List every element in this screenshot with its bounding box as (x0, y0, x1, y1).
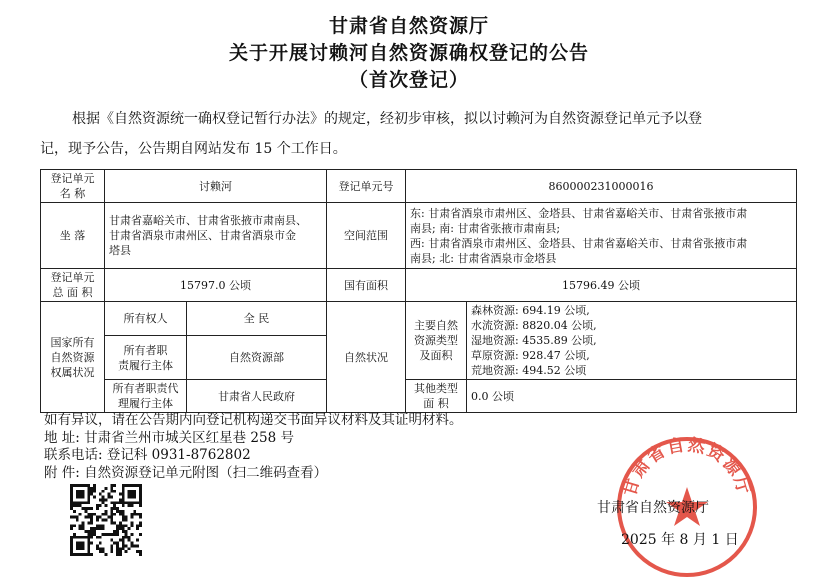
location-value: 甘肃省嘉峪关市、甘肃省张掖市肃南县、 甘肃省酒泉市肃州区、甘肃省酒泉市金 塔县 (105, 203, 327, 269)
qr-code-icon[interactable] (70, 484, 142, 556)
name-value: 讨赖河 (105, 170, 327, 203)
phone-row (44, 447, 463, 465)
unit-number-label: 登记单元号 (327, 170, 406, 203)
state-area-label: 国有面积 (327, 269, 406, 302)
attachment-key: 附 件: (44, 464, 80, 481)
objection-note: 如有异议，请在公告期内向登记机构递交书面异议材料及其证明材料。 (44, 412, 463, 428)
duty-body-label: 所有者职 责履行主体 (105, 336, 187, 380)
registration-table (40, 169, 797, 413)
total-area-label: 登记单元 总 面 积 (41, 269, 105, 302)
issue-date: 2025 年 8 月 1 日 (621, 532, 739, 548)
address-key: 地 址: (44, 429, 80, 446)
resource-type-label: 主要自然 资源类型 及面积 (406, 302, 467, 380)
attachment-row (44, 465, 463, 483)
svg-text:甘肃省自然资源厅: 甘肃省自然资源厅 (620, 435, 754, 499)
title-line-1: 甘肃省自然资源厅 (328, 15, 489, 37)
notes-block (44, 412, 463, 482)
natural-status-label: 自然状况 (327, 302, 406, 413)
agent-body-value: 甘肃省人民政府 (187, 380, 327, 413)
spatial-scope-value: 东: 甘肃省酒泉市肃州区、金塔县、甘肃省嘉峪关市、甘肃省张掖市肃 南县; 南: 甘肃省张掖市肃南县; 西: 甘肃省酒泉市肃州区、金塔县、甘肃省嘉峪关市、甘肃省张掖市肃 南县; 北: 甘肃省酒泉市金塔县 (406, 203, 797, 269)
title-line-2: 关于开展讨赖河自然资源确权登记的公告 (228, 42, 589, 64)
address-value: 甘肃省兰州市城关区红星巷 258 号 (79, 429, 294, 446)
state-area-value: 15796.49 公顷 (406, 269, 797, 302)
owner-label: 所有权人 (105, 302, 187, 336)
duty-body-value: 自然资源部 (187, 336, 327, 380)
address-row (44, 430, 463, 448)
intro-line-1: 根据《自然资源统一确权登记暂行办法》的规定，经初步审核，拟以讨赖河为自然资源登记单元予以登 (72, 111, 702, 127)
issuer-signature: 甘肃省自然资源厅 (597, 500, 709, 516)
attachment-value: 自然资源登记单元附图（扫二维码查看） (79, 464, 328, 481)
title-line-3: （首次登记） (348, 69, 469, 91)
name-label: 登记单元 名 称 (41, 170, 105, 203)
spatial-scope-label: 空间范围 (327, 203, 406, 269)
resource-list: 森林资源: 694.19 公顷, 水流资源: 8820.04 公顷, 湿地资源: 4535.89 公顷, 草原资源: 928.47 公顷, 荒地资源: 494.52 公顷 (467, 302, 797, 380)
unit-number-value: 860000231000016 (406, 170, 797, 203)
phone-value: 登记科 0931-8762802 (102, 447, 251, 463)
other-type-value: 0.0 公顷 (467, 380, 797, 413)
intro-line-2: 记，现予公告，公告期自网站发布 15 个工作日。 (40, 141, 347, 157)
agent-body-label: 所有者职责代 理履行主体 (105, 380, 187, 413)
owner-value: 全 民 (187, 302, 327, 336)
phone-key: 联系电话: (44, 447, 103, 463)
other-type-label: 其他类型 面 积 (406, 380, 467, 413)
ownership-label: 国家所有 自然资源 权属状况 (41, 302, 105, 413)
total-area-value: 15797.0 公顷 (105, 269, 327, 302)
location-label: 坐 落 (41, 203, 105, 269)
